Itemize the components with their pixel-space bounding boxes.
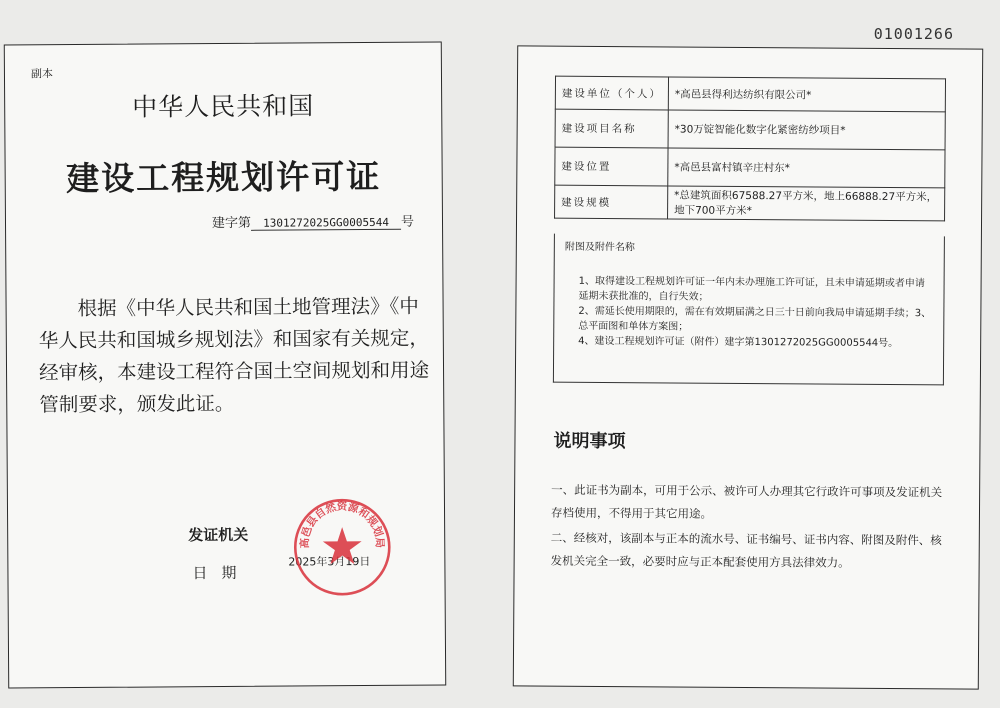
row-value: *高邑县富村镇辛庄村东* xyxy=(668,148,945,188)
issue-date: 2025年3月19日 xyxy=(288,554,371,569)
row-value: *高邑县得利达纺织有限公司* xyxy=(668,77,945,112)
project-info-table xyxy=(554,76,946,222)
attachments-title: 附图及附件名称 xyxy=(564,241,635,254)
certificate-back-page xyxy=(513,45,983,689)
body-line: 经审核，本建设工程符合国土空间规划和用途 xyxy=(38,358,430,385)
body-line: 根据《中华人民共和国土地管理法》《中 xyxy=(77,294,419,321)
attachment-line: 1、取得建设工程规划许可证一年内未办理施工许可证，且未申请延期或者申请延期未获批准的，自行失效； xyxy=(578,275,926,303)
official-seal-stamp xyxy=(292,497,393,598)
certificate-title: 建设工程规划许可证 xyxy=(66,156,382,199)
seal-text: 高邑县自然资源和规划局 xyxy=(299,500,386,549)
license-number: 1301272025GG0005544 xyxy=(251,216,401,231)
license-prefix: 建字第 xyxy=(211,215,252,232)
serial-number: 01001266 xyxy=(873,25,954,43)
copy-mark: 副本 xyxy=(30,67,54,81)
certificate-front-page xyxy=(4,41,446,688)
table-row xyxy=(555,76,945,112)
attachments-box xyxy=(553,234,945,386)
date-label: 日期 xyxy=(192,563,251,583)
attachment-line: 2、需延长使用期限的，需在有效期届满之日三十日前向我局申请延期手续；3、总平面图和单体方案图； xyxy=(578,305,932,333)
row-label: 建设项目名称 xyxy=(555,109,668,148)
license-suffix: 号 xyxy=(400,214,415,230)
row-value: *总建筑面积67588.27平方米，地上66888.27平方米，地下700平方米* xyxy=(668,186,945,221)
table-row xyxy=(555,147,945,188)
table-row xyxy=(555,185,945,221)
notes-title: 说明事项 xyxy=(553,430,626,453)
certificate-body xyxy=(38,291,434,422)
issuer-label: 发证机关 xyxy=(188,525,249,545)
notes-list xyxy=(551,479,947,578)
attachment-line: 4、建设工程规划许可证（附件）建字第1301272025GG0005544号。 xyxy=(578,335,899,350)
row-label: 建设规模 xyxy=(555,185,668,219)
body-line: 华人民共和国城乡规划法》和国家有关规定， xyxy=(38,326,429,353)
attachments-list xyxy=(578,274,935,351)
license-number-line xyxy=(212,211,414,231)
row-label: 建设位置 xyxy=(555,147,668,186)
note-item: 一、此证书为副本，可用于公示、被许可人办理其它行政许可事项及发证机关存档使用，不得用于其它用途。 xyxy=(550,482,943,521)
body-line: 管制要求，颁发此证。 xyxy=(39,391,235,417)
table-row xyxy=(555,109,945,150)
country-name: 中华人民共和国 xyxy=(132,91,315,122)
note-item: 二、经核对，该副本与正本的流水号、证书编号、证书内容、附图及附件、核发机关完全一致，必要时应与正本配套使用方具法律效力。 xyxy=(550,530,942,570)
row-value: *30万锭智能化数字化紧密纺纱项目* xyxy=(668,110,945,150)
row-label: 建设单位（个人） xyxy=(555,76,668,110)
